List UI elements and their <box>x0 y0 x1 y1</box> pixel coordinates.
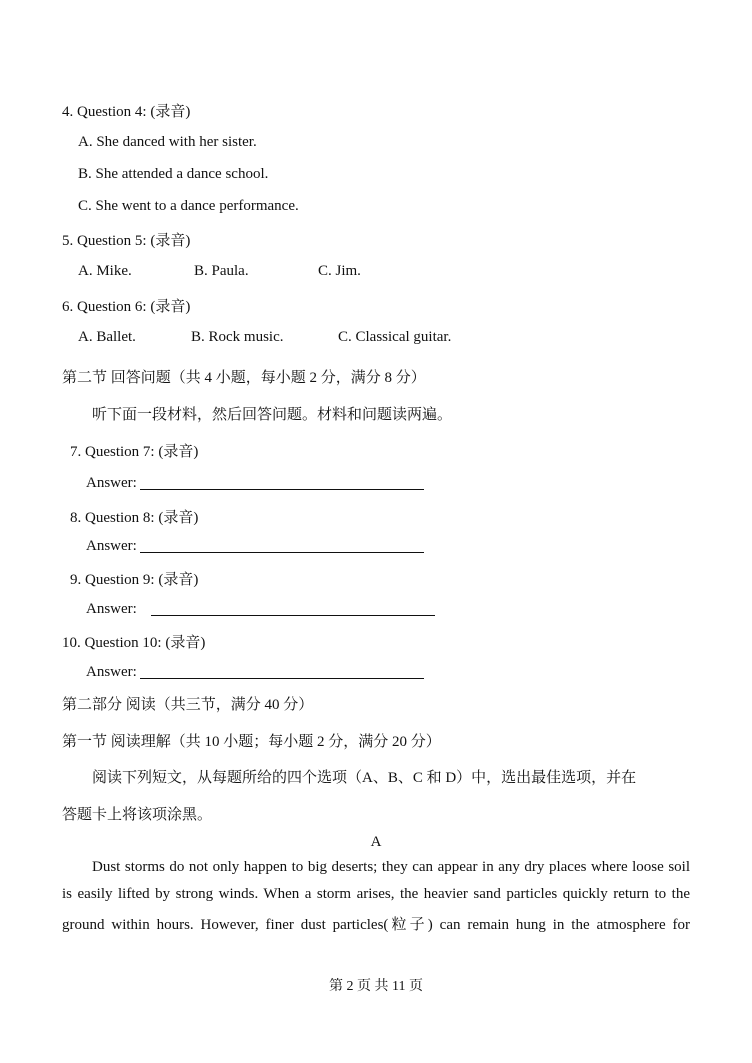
part-2-section-1-heading: 第一节 阅读理解（共 10 小题；每小题 2 分，满分 20 分） <box>62 734 441 750</box>
question-5-option-a: A. Mike. <box>78 263 132 279</box>
section-2-heading: 第二节 回答问题（共 4 小题，每小题 2 分，满分 8 分） <box>62 370 426 386</box>
question-4-option-c: C. She went to a dance performance. <box>78 198 299 214</box>
passage-label: A <box>370 834 382 850</box>
question-7-answer-label: Answer: <box>86 475 137 491</box>
question-9-answer-line[interactable] <box>151 601 435 616</box>
question-10-answer-line[interactable] <box>140 664 424 679</box>
question-5-option-b: B. Paula. <box>194 263 249 279</box>
section-2-instruction: 听下面一段材料，然后回答问题。材料和问题读两遍。 <box>92 407 453 423</box>
question-8-answer-label: Answer: <box>86 538 137 554</box>
question-6-title: 6. Question 6: (录音) <box>62 299 191 315</box>
question-9-title: 9. Question 9: (录音) <box>70 572 199 588</box>
passage-line-1: Dust storms do not only happen to big deserts; they can appear in any dry places where loose soil <box>92 859 690 875</box>
question-4-option-b: B. She attended a dance school. <box>78 166 269 182</box>
passage-line-2: is easily lifted by strong winds. When a storm arises, the heavier sand particles quickly return to the <box>62 886 690 902</box>
reading-instruction-line-2: 答题卡上将该项涂黑。 <box>62 807 213 823</box>
question-10-title: 10. Question 10: (录音) <box>62 635 206 651</box>
question-10-answer-label: Answer: <box>86 664 137 680</box>
question-4-title: 4. Question 4: (录音) <box>62 104 191 120</box>
reading-instruction-line-1: 阅读下列短文，从每题所给的四个选项（A、B、C 和 D）中，选出最佳选项，并在 <box>92 770 637 786</box>
question-7-answer-line[interactable] <box>140 475 424 490</box>
question-8-answer-line[interactable] <box>140 538 424 553</box>
question-8-title: 8. Question 8: (录音) <box>70 510 199 526</box>
question-5-title: 5. Question 5: (录音) <box>62 233 191 249</box>
question-6-option-a: A. Ballet. <box>78 329 136 345</box>
page-footer: 第 2 页 共 11 页 <box>329 979 423 994</box>
question-6-option-b: B. Rock music. <box>191 329 284 345</box>
part-2-heading: 第二部分 阅读（共三节，满分 40 分） <box>62 697 314 713</box>
question-4-option-a: A. She danced with her sister. <box>78 134 257 150</box>
question-7-title: 7. Question 7: (录音) <box>70 444 199 460</box>
question-5-option-c: C. Jim. <box>318 263 361 279</box>
question-6-option-c: C. Classical guitar. <box>338 329 452 345</box>
question-9-answer-label: Answer: <box>86 601 137 617</box>
passage-line-3: ground within hours. However, finer dust particles(粒子) can remain hung in the atmosphere for <box>62 917 690 933</box>
